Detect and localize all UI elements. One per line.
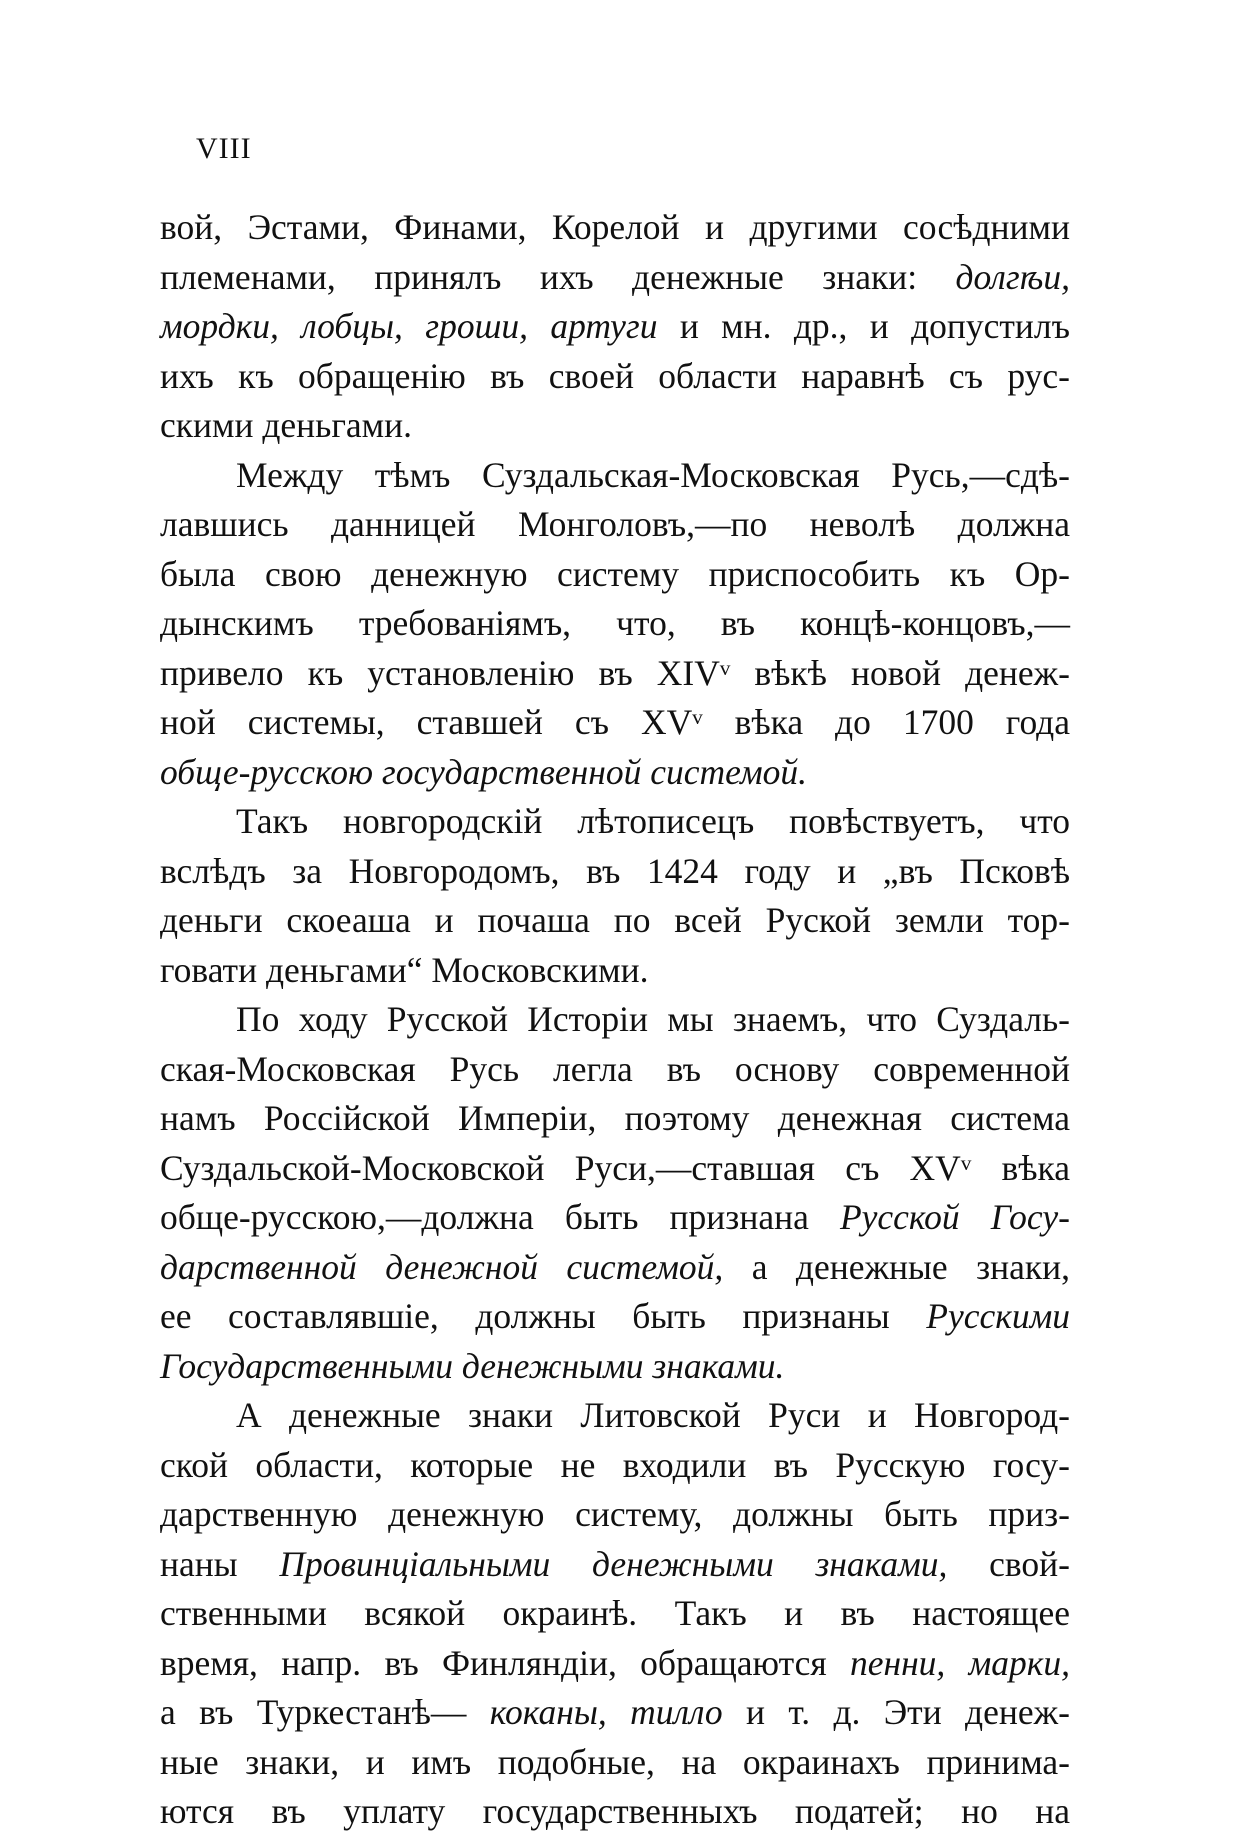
text-line <box>160 1094 1070 1144</box>
text-line <box>160 896 1070 946</box>
text-segment: обще-русскою,—должна быть признана <box>160 1197 840 1237</box>
text-segment: дарственную денежную систему, должны быть приз- <box>160 1494 1070 1534</box>
text-segment: вслѣдъ за Новгородомъ, въ 1424 году и „въ Псковѣ <box>160 850 1070 891</box>
text-segment: Между тѣмъ Суздальская-Московская Русь,—сдѣ- <box>236 454 1070 495</box>
text-line <box>160 649 1070 699</box>
text-line <box>160 946 1070 996</box>
text-segment: была свою денежную систему приспособить къ Ор- <box>160 553 1070 594</box>
text-line <box>160 1738 1070 1788</box>
italic-text: пенни, марки, <box>849 1642 1070 1683</box>
italic-text: Государственными денежными знаками. <box>160 1345 785 1386</box>
text-line <box>160 1391 1070 1441</box>
italic-text: Русскими <box>926 1296 1070 1336</box>
italic-text: обще-русскою государственной системой. <box>160 751 808 792</box>
italic-text: мордки, лобцы, гроши, артуги <box>160 306 658 346</box>
text-line <box>160 1787 1070 1837</box>
text-line <box>160 1193 1070 1243</box>
text-line <box>160 698 1070 748</box>
text-line <box>160 1490 1070 1540</box>
text-line <box>160 401 1070 451</box>
text-segment: привело къ установленію въ XIVᵛ вѣкѣ новой денеж- <box>160 652 1070 693</box>
text-segment: говати деньгами“ Московскими. <box>160 949 649 990</box>
text-segment: и т. д. Эти денеж- <box>722 1692 1070 1732</box>
text-line <box>160 1292 1070 1342</box>
text-line <box>160 847 1070 897</box>
italic-text: Провинціальными денежными знаками, <box>279 1543 948 1584</box>
text-line <box>160 500 1070 550</box>
text-line <box>160 599 1070 649</box>
text-segment: племенами, принялъ ихъ денежные знаки: <box>160 256 956 297</box>
text-segment: Такъ новгородскій лѣтописецъ повѣствуетъ, что <box>236 801 1070 841</box>
text-segment: ются въ уплату государственныхъ податей; но на <box>160 1791 1070 1831</box>
text-segment: а денежные знаки, <box>723 1246 1070 1287</box>
italic-text: дарственной денежной системой, <box>160 1246 724 1287</box>
text-line <box>160 995 1070 1045</box>
text-line <box>160 1045 1070 1095</box>
text-line <box>160 302 1070 352</box>
text-line <box>160 1342 1070 1392</box>
italic-text: Русской Госу- <box>839 1197 1070 1237</box>
text-line <box>160 1144 1070 1194</box>
text-segment: По ходу Русской Исторіи мы знаемъ, что Суздаль- <box>236 999 1070 1039</box>
text-segment: деньги скоеаша и почаша по всей Руской земли тор- <box>160 900 1070 940</box>
text-line <box>160 550 1070 600</box>
text-segment: время, напр. въ Финляндіи, обращаются <box>160 1642 850 1683</box>
text-line <box>160 748 1070 798</box>
text-segment: наны <box>160 1543 280 1584</box>
text-segment: свой- <box>947 1543 1070 1584</box>
text-segment: лавшись данницей Монголовъ,—по неволѣ должна <box>160 504 1070 544</box>
text-segment: вой, Эстами, Финами, Корелой и другими сосѣдними <box>160 207 1070 247</box>
text-line <box>160 203 1070 253</box>
text-segment: и мн. др., и допустилъ <box>657 306 1070 346</box>
text-line <box>160 1540 1070 1590</box>
text-segment: ской области, которые не входили въ Русскую госу- <box>160 1444 1070 1485</box>
text-segment: ной системы, ставшей съ XVᵛ вѣка до 1700 года <box>160 702 1070 742</box>
text-line <box>160 1688 1070 1738</box>
text-segment: ее составлявшіе, должны быть признаны <box>160 1296 927 1336</box>
italic-text: долгѣи, <box>955 256 1070 297</box>
page-number: VIII <box>196 132 252 165</box>
text-segment: намъ Россійской Имперіи, поэтому денежная система <box>160 1098 1070 1138</box>
text-segment: дынскимъ требованіямъ, что, въ концѣ-концовъ,— <box>160 603 1070 643</box>
text-segment: ные знаки, и имъ подобные, на окраинахъ принима- <box>160 1741 1070 1782</box>
text-segment: ихъ къ обращенію въ своей области наравнѣ съ рус- <box>160 355 1070 396</box>
text-segment: А денежные знаки Литовской Руси и Новгород- <box>236 1395 1070 1435</box>
body-text <box>160 203 1070 1837</box>
text-line <box>160 797 1070 847</box>
text-line <box>160 1589 1070 1639</box>
text-segment: а въ Туркестанѣ— <box>160 1692 490 1732</box>
text-segment: ственными всякой окраинѣ. Такъ и въ настоящее <box>160 1593 1070 1633</box>
text-segment: ская-Московская Русь легла въ основу современной <box>160 1048 1070 1089</box>
text-line <box>160 253 1070 303</box>
text-line <box>160 352 1070 402</box>
italic-text: коканы, тилло <box>489 1692 723 1732</box>
text-line <box>160 1441 1070 1491</box>
text-line <box>160 1243 1070 1293</box>
text-segment: скими деньгами. <box>160 405 413 445</box>
text-line <box>160 451 1070 501</box>
text-segment: Суздальской-Московской Руси,—ставшая съ XVᵛ вѣка <box>160 1147 1070 1188</box>
text-line <box>160 1639 1070 1689</box>
